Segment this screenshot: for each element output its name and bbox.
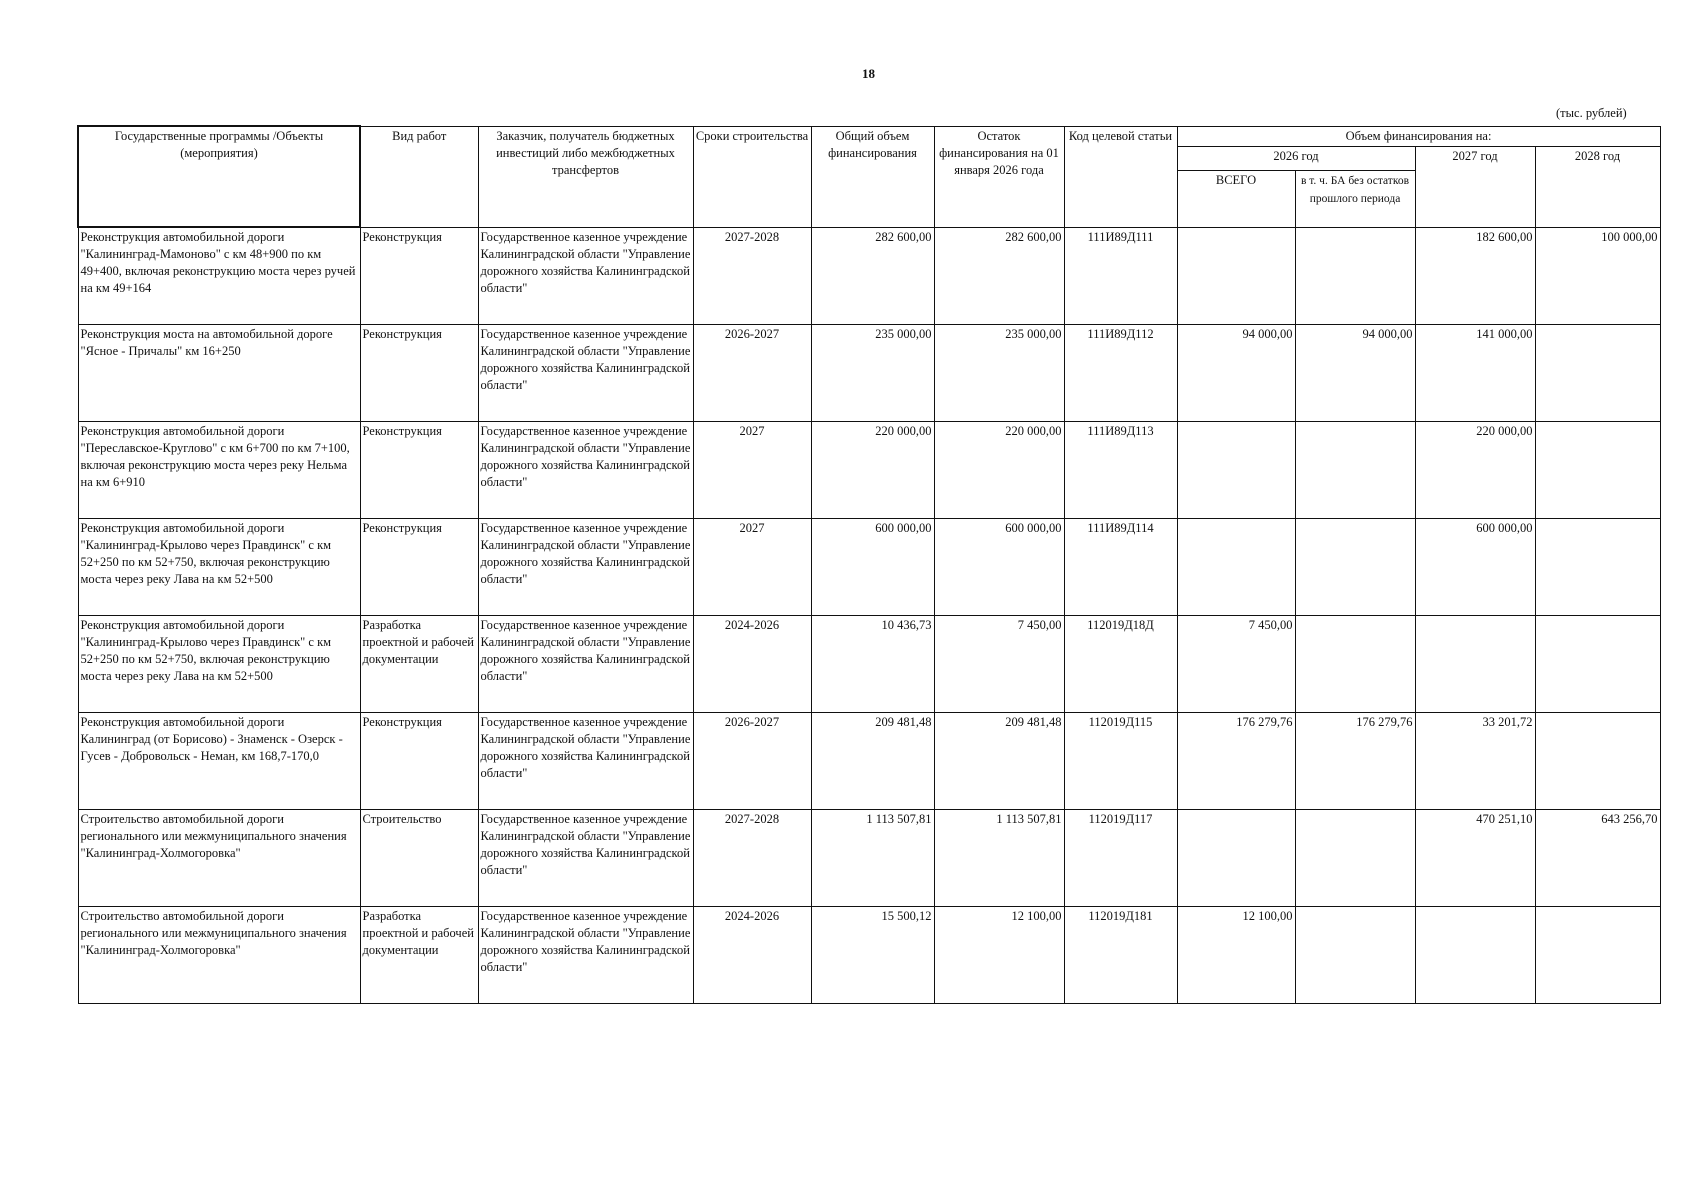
cell-total: 235 000,00: [811, 324, 934, 421]
cell-period: 2027-2028: [693, 227, 811, 324]
cell-y2028: [1535, 615, 1660, 712]
financing-table: [77, 125, 1661, 1004]
cell-remainder: 1 113 507,81: [934, 809, 1064, 906]
cell-y2026-all: 12 100,00: [1177, 906, 1295, 1003]
cell-work-type: Реконструкция: [360, 518, 478, 615]
cell-work-type: Реконструкция: [360, 712, 478, 809]
cell-y2026-all: 176 279,76: [1177, 712, 1295, 809]
cell-period: 2027: [693, 421, 811, 518]
table-row: [78, 615, 1660, 712]
cell-y2026-all: [1177, 421, 1295, 518]
header-2026: 2026 год: [1177, 146, 1415, 170]
cell-y2027: [1415, 906, 1535, 1003]
cell-period: 2027-2028: [693, 809, 811, 906]
cell-customer: Государственное казенное учреждение Калининградской области "Управление дорожного хозяйства Калининградской области": [478, 518, 693, 615]
table-row: [78, 906, 1660, 1003]
cell-period: 2024-2026: [693, 615, 811, 712]
cell-customer: Государственное казенное учреждение Калининградской области "Управление дорожного хозяйства Калининградской области": [478, 615, 693, 712]
cell-y2026-all: [1177, 227, 1295, 324]
table-row: [78, 421, 1660, 518]
header-work-type: Вид работ: [360, 126, 478, 227]
cell-code: 111И89Д111: [1064, 227, 1177, 324]
cell-customer: Государственное казенное учреждение Калининградской области "Управление дорожного хозяйства Калининградской области": [478, 712, 693, 809]
cell-customer: Государственное казенное учреждение Калининградской области "Управление дорожного хозяйства Калининградской области": [478, 906, 693, 1003]
cell-program: Реконструкция автомобильной дороги "Калининград-Крылово через Правдинск" с км 52+250 по км 52+750, включая реконструкцию моста через реку Лава на км 52+500: [78, 615, 360, 712]
cell-period: 2026-2027: [693, 712, 811, 809]
cell-y2028: [1535, 712, 1660, 809]
cell-program: Реконструкция моста на автомобильной дороге "Ясное - Причалы" км 16+250: [78, 324, 360, 421]
cell-remainder: 235 000,00: [934, 324, 1064, 421]
cell-y2026-all: 94 000,00: [1177, 324, 1295, 421]
cell-y2027: 182 600,00: [1415, 227, 1535, 324]
header-code: Код целевой статьи: [1064, 126, 1177, 227]
cell-code: 111И89Д114: [1064, 518, 1177, 615]
cell-remainder: 209 481,48: [934, 712, 1064, 809]
cell-total: 220 000,00: [811, 421, 934, 518]
cell-total: 209 481,48: [811, 712, 934, 809]
table-row: [78, 809, 1660, 906]
header-2028: 2028 год: [1535, 146, 1660, 227]
page-number: 18: [862, 66, 875, 81]
cell-y2027: 470 251,10: [1415, 809, 1535, 906]
cell-y2027: 600 000,00: [1415, 518, 1535, 615]
cell-y2026-ba: 94 000,00: [1295, 324, 1415, 421]
cell-code: 112019Д18Д: [1064, 615, 1177, 712]
cell-remainder: 7 450,00: [934, 615, 1064, 712]
header-program: Государственные программы /Объекты (мероприятия): [78, 126, 360, 227]
header-2027: 2027 год: [1415, 146, 1535, 227]
cell-y2027: 33 201,72: [1415, 712, 1535, 809]
cell-program: Строительство автомобильной дороги регионального или межмуниципального значения "Калининград-Холмогоровка": [78, 906, 360, 1003]
cell-program: Реконструкция автомобильной дороги Калининград (от Борисово) - Знаменск - Озерск - Гусев - Добровольск - Неман, км 168,7-170,0: [78, 712, 360, 809]
cell-remainder: 282 600,00: [934, 227, 1064, 324]
cell-y2028: [1535, 421, 1660, 518]
table-row: [78, 712, 1660, 809]
cell-total: 15 500,12: [811, 906, 934, 1003]
cell-y2027: 141 000,00: [1415, 324, 1535, 421]
cell-y2026-all: [1177, 518, 1295, 615]
cell-work-type: Строительство: [360, 809, 478, 906]
header-remainder: Остаток финансирования на 01 января 2026 года: [934, 126, 1064, 227]
cell-customer: Государственное казенное учреждение Калининградской области "Управление дорожного хозяйства Калининградской области": [478, 421, 693, 518]
cell-remainder: 12 100,00: [934, 906, 1064, 1003]
cell-y2028: 100 000,00: [1535, 227, 1660, 324]
header-customer: Заказчик, получатель бюджетных инвестиций либо межбюджетных трансфертов: [478, 126, 693, 227]
cell-code: 111И89Д112: [1064, 324, 1177, 421]
cell-y2026-all: 7 450,00: [1177, 615, 1295, 712]
cell-code: 112019Д115: [1064, 712, 1177, 809]
cell-y2026-ba: 176 279,76: [1295, 712, 1415, 809]
cell-y2026-ba: [1295, 809, 1415, 906]
header-funding: Объем финансирования на:: [1177, 126, 1660, 146]
table-row: [78, 518, 1660, 615]
cell-total: 10 436,73: [811, 615, 934, 712]
units-label: (тыс. рублей): [1556, 106, 1627, 120]
cell-program: Реконструкция автомобильной дороги "Переславское-Круглово" с км 6+700 по км 7+100, включая реконструкцию моста через реку Нельма на км 6+910: [78, 421, 360, 518]
cell-program: Строительство автомобильной дороги регионального или межмуниципального значения "Калининград-Холмогоровка": [78, 809, 360, 906]
cell-y2026-ba: [1295, 421, 1415, 518]
cell-work-type: Реконструкция: [360, 421, 478, 518]
cell-remainder: 220 000,00: [934, 421, 1064, 518]
cell-work-type: Реконструкция: [360, 227, 478, 324]
table-row: [78, 324, 1660, 421]
header-2026-all: ВСЕГО: [1177, 170, 1295, 227]
cell-program: Реконструкция автомобильной дороги "Калининград-Крылово через Правдинск" с км 52+250 по км 52+750, включая реконструкцию моста через реку Лава на км 52+500: [78, 518, 360, 615]
cell-total: 1 113 507,81: [811, 809, 934, 906]
cell-y2027: 220 000,00: [1415, 421, 1535, 518]
cell-customer: Государственное казенное учреждение Калининградской области "Управление дорожного хозяйства Калининградской области": [478, 227, 693, 324]
cell-work-type: Разработка проектной и рабочей документации: [360, 906, 478, 1003]
header-total: Общий объем финансирования: [811, 126, 934, 227]
cell-total: 600 000,00: [811, 518, 934, 615]
cell-y2026-all: [1177, 809, 1295, 906]
cell-y2026-ba: [1295, 227, 1415, 324]
header-period: Сроки строительства: [693, 126, 811, 227]
cell-y2028: [1535, 906, 1660, 1003]
cell-total: 282 600,00: [811, 227, 934, 324]
cell-y2027: [1415, 615, 1535, 712]
cell-customer: Государственное казенное учреждение Калининградской области "Управление дорожного хозяйства Калининградской области": [478, 324, 693, 421]
cell-y2028: 643 256,70: [1535, 809, 1660, 906]
cell-work-type: Разработка проектной и рабочей документации: [360, 615, 478, 712]
cell-y2026-ba: [1295, 615, 1415, 712]
cell-y2028: [1535, 518, 1660, 615]
cell-period: 2024-2026: [693, 906, 811, 1003]
cell-y2026-ba: [1295, 906, 1415, 1003]
table-row: [78, 227, 1660, 324]
cell-y2026-ba: [1295, 518, 1415, 615]
cell-program: Реконструкция автомобильной дороги "Калининград-Мамоново" с км 48+900 по км 49+400, включая реконструкцию моста через ручей на км 49+164: [78, 227, 360, 324]
header-2026-ba: в т. ч. БА без остатков прошлого периода: [1295, 170, 1415, 227]
cell-period: 2026-2027: [693, 324, 811, 421]
cell-y2028: [1535, 324, 1660, 421]
cell-customer: Государственное казенное учреждение Калининградской области "Управление дорожного хозяйства Калининградской области": [478, 809, 693, 906]
cell-code: 111И89Д113: [1064, 421, 1177, 518]
cell-period: 2027: [693, 518, 811, 615]
table-body: [78, 227, 1660, 1003]
cell-work-type: Реконструкция: [360, 324, 478, 421]
cell-remainder: 600 000,00: [934, 518, 1064, 615]
cell-code: 112019Д181: [1064, 906, 1177, 1003]
cell-code: 112019Д117: [1064, 809, 1177, 906]
